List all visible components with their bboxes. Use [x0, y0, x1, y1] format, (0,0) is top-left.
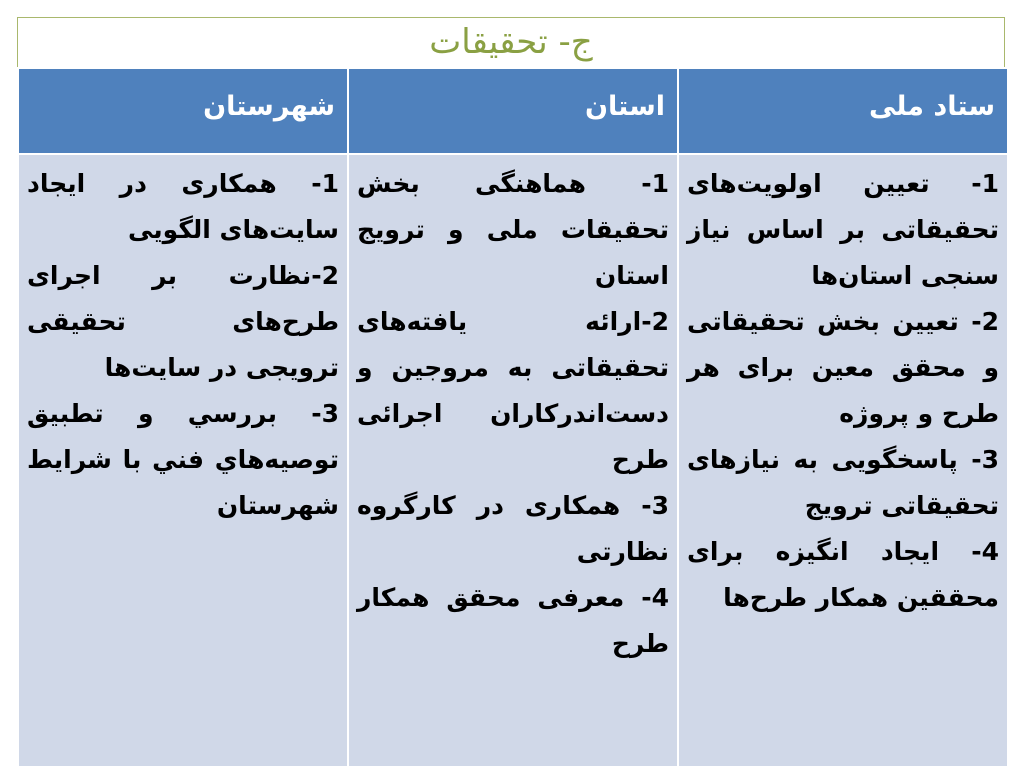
list-item: 4- معرفی محقق همکار طرح: [357, 583, 669, 658]
list-item: 2-ارائه یافته‌های تحقیقاتی به مروجین و دست‌اندرکاران اجرائی طرح: [357, 307, 669, 474]
list-item: 2- تعیین بخش تحقیقاتی و محقق معین برای هر طرح و پروژه: [687, 307, 999, 428]
list-item: 4- ایجاد انگیزه برای محققین همکار طرح‌ها: [687, 537, 999, 612]
header-province: استان: [348, 68, 678, 154]
list-item: 1- تعیین اولویت‌های تحقیقاتی بر اساس نیاز سنجی استان‌ها: [687, 169, 999, 290]
list-item: 3- همکاری در کارگروه نظارتی: [357, 491, 669, 566]
list-item: 1- هماهنگی بخش تحقیقات ملی و ترویج استان: [357, 169, 669, 290]
table-row: [18, 154, 1008, 767]
province-duties-cell: [348, 154, 678, 767]
list-item: 1- همکاری در ایجاد سایت‌های الگویی: [27, 169, 339, 244]
list-item: 2-نظارت بر اجرای طرح‌های تحقیقی ترویجی در سایت‌ها: [27, 261, 339, 382]
slide-title: ج- تحقیقات: [17, 17, 1005, 67]
responsibilities-table: [17, 67, 1009, 768]
header-national-headquarters: ستاد ملی: [678, 68, 1008, 154]
header-county: شهرستان: [18, 68, 348, 154]
national-duties-cell: [678, 154, 1008, 767]
list-item: 3- پاسخگویی به نیازهای تحقیقاتی ترویج: [687, 445, 999, 520]
list-item: 3- بررسي و تطبیق توصیه‌هاي فني با شرایط شهرستان: [27, 399, 339, 520]
table-header-row: [18, 68, 1008, 154]
county-duties-cell: [18, 154, 348, 767]
